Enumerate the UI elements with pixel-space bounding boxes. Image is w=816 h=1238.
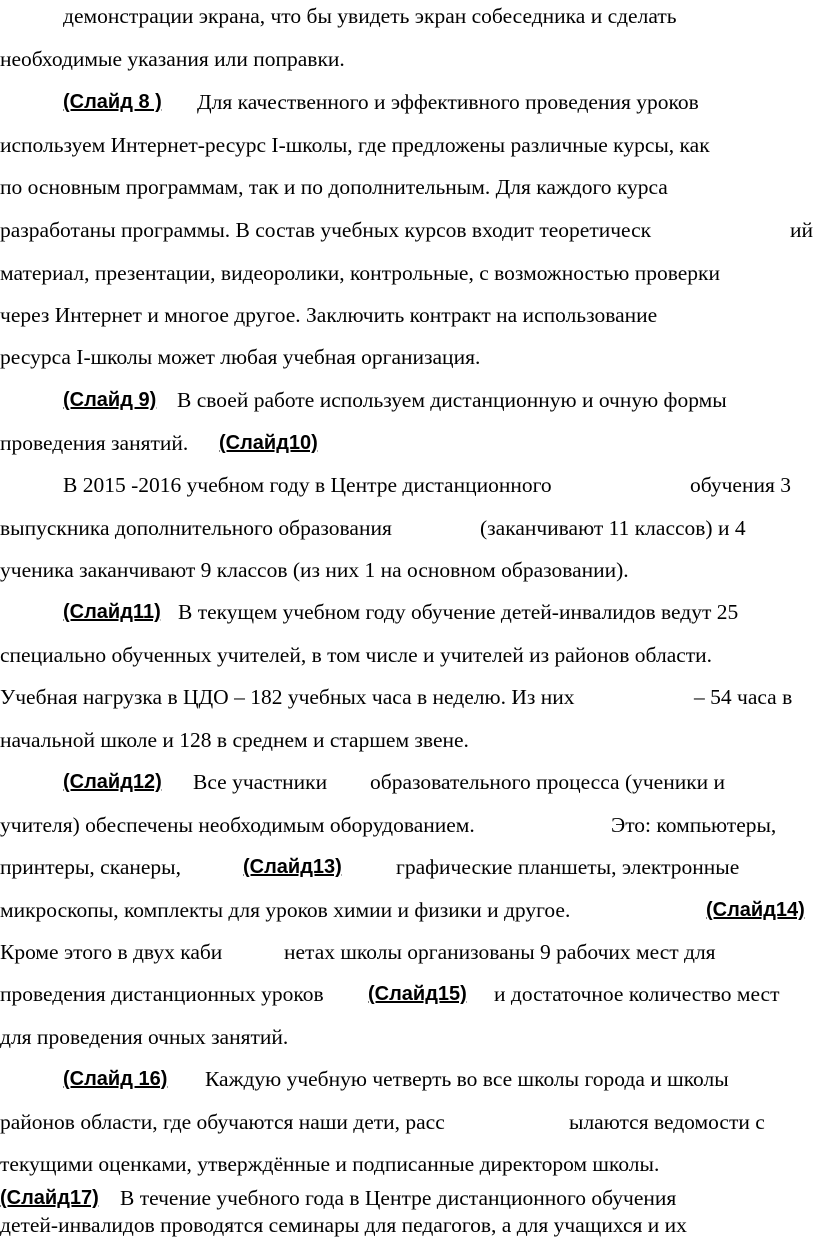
text-span: и достаточное количество мест (494, 982, 780, 1006)
slide-ref-12: (Слайд12) (63, 771, 162, 793)
text-span: ученика заканчивают 9 классов (из них 1 на основном образовании). (0, 558, 629, 582)
slide-ref-17: (Слайд17) (0, 1187, 99, 1209)
slide-ref-13: (Слайд13) (243, 856, 342, 878)
slide-ref-8: (Слайд 8 ) (63, 91, 162, 113)
slide-ref-11: (Слайд11) (63, 601, 161, 623)
text-span: Учебная нагрузка в ЦДО – 182 учебных часа в неделю. Из них (0, 685, 575, 709)
text-line (0, 342, 816, 372)
slide-ref-16: (Слайд 16) (63, 1068, 168, 1090)
text-line (0, 385, 816, 415)
text-span: Кроме этого в двух каби (0, 940, 223, 964)
text-line (0, 1, 816, 31)
text-span: В своей работе используем дистанционную и очную формы (177, 388, 727, 412)
text-span: Все участники (193, 770, 328, 794)
text-line (0, 1149, 816, 1179)
text-line (0, 810, 816, 840)
text-span: демонстрации экрана, что бы увидеть экран собеседника и сделать (63, 4, 677, 28)
text-line (0, 130, 816, 160)
text-span: В течение учебного года в Центре дистанционного обучения (120, 1186, 677, 1210)
text-line (0, 895, 816, 925)
text-line (0, 640, 816, 670)
text-span: необходимые указания или поправки. (0, 47, 345, 71)
text-span: начальной школе и 128 в среднем и старшем звене. (0, 728, 469, 752)
text-line (0, 597, 816, 627)
text-line (0, 1210, 816, 1238)
text-line (0, 767, 816, 797)
text-span: Для качественного и эффективного проведения уроков (197, 90, 699, 114)
text-line (0, 44, 816, 74)
text-span: обучения 3 (690, 473, 792, 497)
text-span: специально обученных учителей, в том числе и учителей из районов области. (0, 643, 713, 667)
text-line (0, 725, 816, 755)
text-line (0, 852, 816, 882)
text-span: через Интернет и многое другое. Заключить контракт на использование (0, 303, 658, 327)
text-line (0, 1183, 816, 1213)
text-span: проведения дистанционных уроков (0, 982, 324, 1006)
text-line (0, 682, 816, 712)
text-span: учителя) обеспечены необходимым оборудованием. (0, 813, 475, 837)
slide-ref-10: (Слайд10) (219, 432, 318, 454)
text-line (0, 215, 816, 245)
text-line (0, 555, 816, 585)
text-span: текущими оценками, утверждённые и подписанные директором школы. (0, 1152, 660, 1176)
text-span: В 2015 -2016 учебном году в Центре дистанционного (63, 473, 552, 497)
text-span: для проведения очных занятий. (0, 1025, 289, 1049)
slide-ref-9: (Слайд 9) (63, 389, 157, 411)
text-span: выпускника дополнительного образования (0, 516, 392, 540)
text-span: районов области, где обучаются наши дети, расс (0, 1110, 445, 1134)
text-line (0, 428, 816, 458)
text-span: нетах школы организованы 9 рабочих мест для (284, 940, 716, 964)
text-line (0, 172, 816, 202)
text-line (0, 1022, 816, 1052)
text-span: по основным программам, так и по дополнительным. Для каждого курса (0, 175, 668, 199)
text-span: (заканчивают 11 классов) и 4 (480, 516, 746, 540)
text-span: микроскопы, комплекты для уроков химии и физики и другое. (0, 898, 571, 922)
text-span: ресурса I-школы может любая учебная организация. (0, 345, 481, 369)
text-line (0, 513, 816, 543)
slide-ref-14: (Слайд14) (706, 899, 805, 921)
text-span: ий (790, 218, 814, 242)
text-span: детей-инвалидов проводятся семинары для педагогов, а для учащихся и их (0, 1213, 687, 1237)
text-span: графические планшеты, электронные (396, 855, 740, 879)
text-span: принтеры, сканеры, (0, 855, 181, 879)
text-line (0, 937, 816, 967)
text-span: материал, презентации, видеоролики, контрольные, с возможностью проверки (0, 261, 721, 285)
text-line (0, 1064, 816, 1094)
text-span: разработаны программы. В состав учебных курсов входит теоретическ (0, 218, 652, 242)
text-span: Каждую учебную четверть во все школы города и школы (205, 1067, 729, 1091)
text-line (0, 470, 816, 500)
text-span: используем Интернет-ресурс I-школы, где предложены различные курсы, как (0, 133, 710, 157)
text-line (0, 87, 816, 117)
slide-ref-15: (Слайд15) (368, 983, 467, 1005)
text-span: Это: компьютеры, (611, 813, 777, 837)
text-line (0, 979, 816, 1009)
text-span: проведения занятий. (0, 431, 189, 455)
text-line (0, 258, 816, 288)
text-line (0, 300, 816, 330)
text-line (0, 1107, 816, 1137)
text-span: – 54 часа в (694, 685, 793, 709)
text-span: образовательного процесса (ученики и (370, 770, 726, 794)
text-span: В текущем учебном году обучение детей-инвалидов ведут 25 (178, 600, 739, 624)
text-span: ылаются ведомости с (569, 1110, 765, 1134)
